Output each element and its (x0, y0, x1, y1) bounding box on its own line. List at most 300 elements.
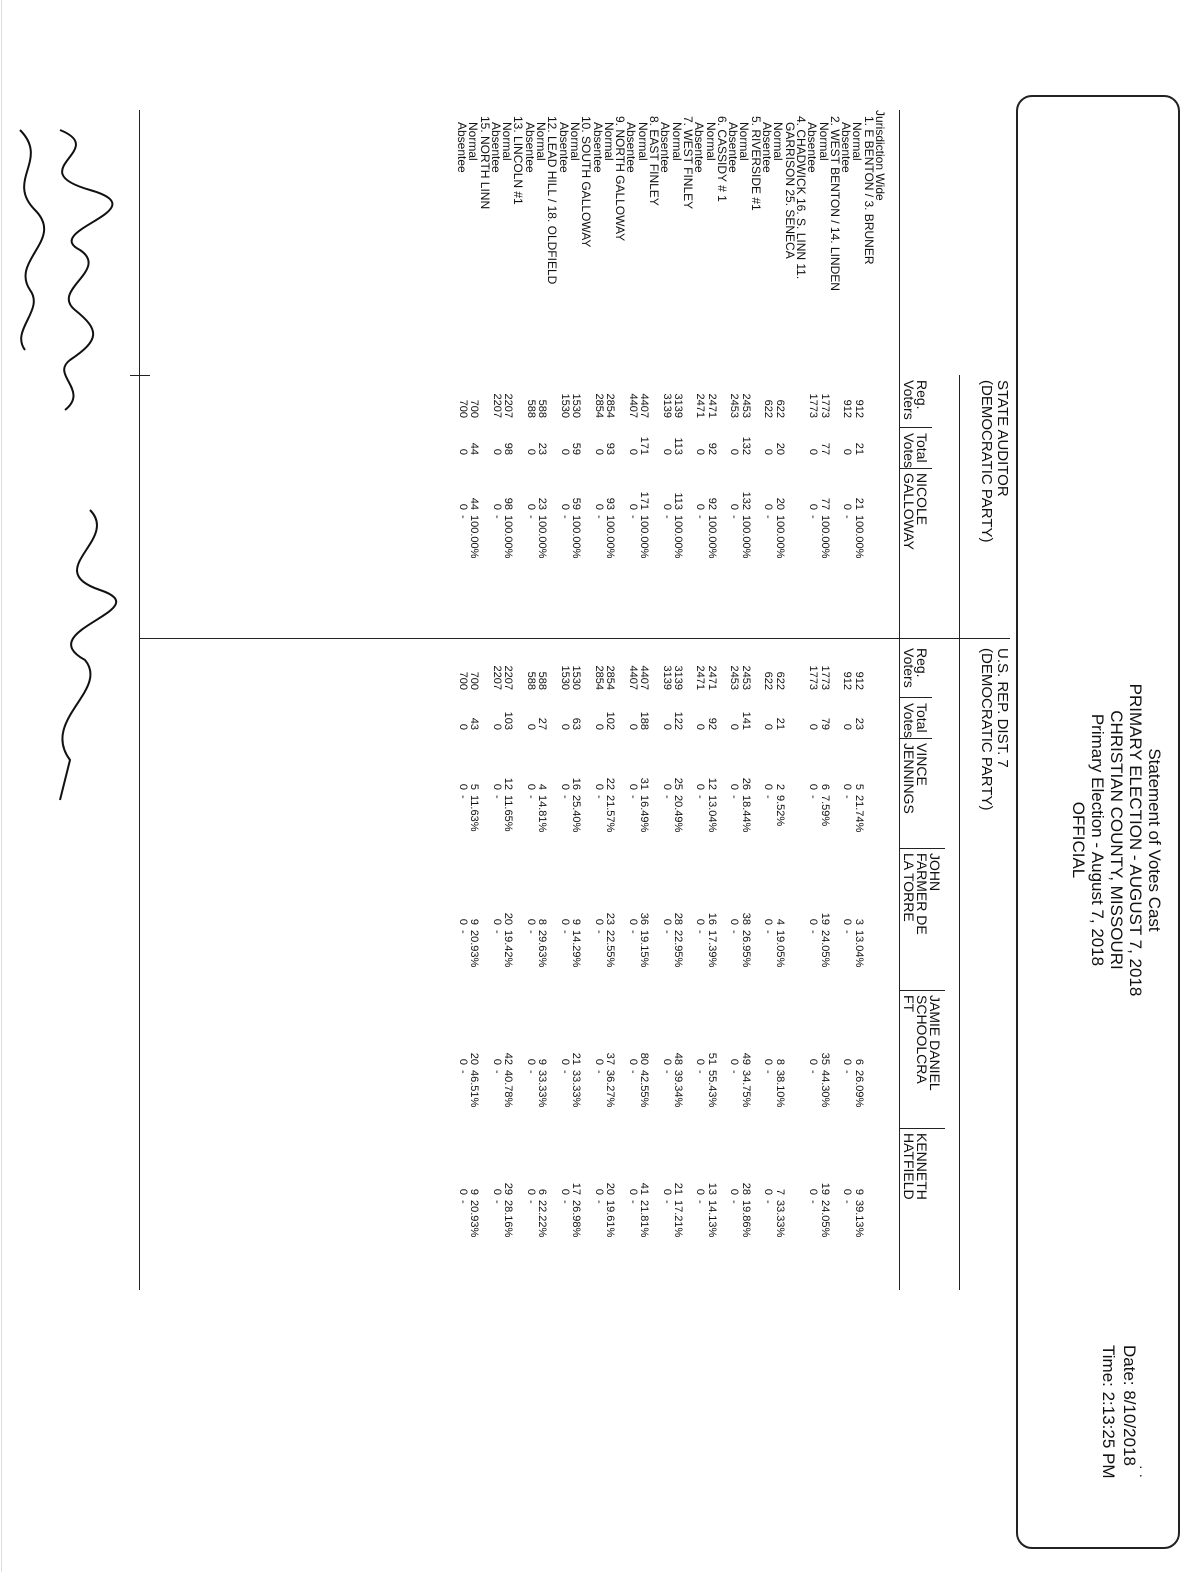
candidate-percent-cell: 19.05% (773, 930, 786, 968)
candidate-percent-cell: - (592, 1200, 605, 1204)
reg-voters-cell: 4407 (626, 665, 639, 690)
candidate-votes-cell: 92 (705, 497, 718, 510)
candidate-percent-cell: 18.44% (739, 795, 752, 833)
candidate-percent-cell: - (491, 515, 504, 519)
candidate-votes-cell: 20 (502, 912, 515, 925)
reg-voters-header (902, 380, 928, 420)
reg-voters-cell: 2207 (491, 393, 504, 418)
reg-voters-cell: 1530 (558, 665, 571, 690)
candidate-percent-cell: 29.63% (536, 930, 549, 968)
row-type-label: Absentee (522, 122, 537, 173)
candidate-votes-cell: 22 (604, 777, 617, 790)
candidate-percent-cell: - (457, 795, 470, 799)
candidate-votes-cell: 41 (638, 1182, 650, 1195)
total-votes-cell: 0 (457, 448, 470, 455)
candidate-votes-cell: 0 (491, 1058, 504, 1065)
reg-voters-cell: 3139 (660, 393, 673, 418)
row-type-label: Normal (771, 122, 786, 161)
label: GALLOWAY (901, 473, 917, 551)
candidate-percent-cell: - (728, 795, 741, 799)
candidate-votes-cell: 0 (762, 918, 775, 925)
candidate-percent-cell: 28.16% (502, 1200, 515, 1238)
reg-voters-cell: 912 (841, 399, 854, 418)
total-votes-cell: 132 (739, 436, 752, 455)
candidate-percent-cell: - (491, 930, 504, 934)
candidate-percent-cell: 100.00% (852, 515, 865, 559)
candidate-votes-cell: 48 (671, 1052, 684, 1065)
total-votes-cell: 0 (841, 723, 854, 730)
candidate-percent-cell: 100.00% (739, 515, 752, 559)
candidate-votes-cell: 28 (671, 912, 684, 925)
reg-voters-cell: 912 (852, 671, 865, 690)
total-votes-cell: 98 (502, 442, 515, 455)
total-votes-cell: 59 (570, 442, 583, 455)
total-votes-cell: 79 (818, 717, 831, 730)
jurisdiction-name: 15. NORTH LINN (477, 116, 492, 210)
candidate-votes-cell: 0 (694, 918, 707, 925)
total-votes-cell: 0 (592, 723, 605, 730)
candidate-percent-cell: 26.98% (570, 1200, 583, 1238)
candidate-percent-cell: 19.15% (638, 930, 650, 968)
candidate-votes-cell: 9 (852, 1188, 865, 1195)
candidate-votes-cell: 21 (671, 1182, 684, 1195)
candidate-percent-cell: 100.00% (818, 515, 831, 559)
candidate-percent-cell: - (525, 515, 537, 519)
candidate-votes-cell: 132 (739, 491, 752, 510)
candidate-votes-cell: 19 (818, 1182, 831, 1195)
candidate-votes-cell: 51 (705, 1052, 718, 1065)
candidate-percent-cell: 19.42% (502, 930, 515, 968)
reg-voters-cell: 912 (852, 399, 865, 418)
reg-voters-cell: 912 (841, 671, 854, 690)
signature-1 (60, 130, 112, 410)
race-title-line: U.S. REP. DIST. 7 (994, 648, 1011, 768)
candidate-percent-cell: 100.00% (570, 515, 583, 559)
total-votes-cell: 122 (671, 711, 684, 730)
label: Voters (901, 648, 917, 688)
candidate-votes-cell: 0 (728, 918, 741, 925)
candidate-votes-cell: 0 (457, 1188, 470, 1195)
candidate-votes-cell: 0 (626, 503, 639, 510)
jurisdiction-name: 4. CHADWICK 16. S. LINN 11. (793, 116, 808, 280)
total-votes-cell: 0 (728, 448, 741, 455)
row-type-label: Normal (635, 122, 650, 161)
candidate-percent-cell: - (694, 930, 707, 934)
jurisdiction-name: 10. SOUTH GALLOWAY (579, 116, 594, 248)
header-rule (899, 110, 900, 1290)
candidate-votes-cell: 0 (660, 1188, 673, 1195)
candidate-votes-cell: 80 (638, 1052, 650, 1065)
total-votes-cell: 113 (671, 437, 684, 455)
row-type-label: Absentee (805, 122, 820, 173)
reg-voters-cell: 2854 (592, 665, 605, 690)
race-title-line: (DEMOCRATIC PARTY) (978, 648, 995, 811)
candidate-votes-cell: 0 (660, 1058, 673, 1065)
candidate-votes-cell: 0 (525, 1188, 537, 1195)
candidate-percent-cell: 9.52% (773, 795, 786, 827)
candidate-votes-cell: 2 (773, 783, 786, 790)
total-votes-cell: 0 (558, 723, 571, 730)
reg-voters-cell: 2854 (592, 393, 605, 418)
row-type-label: Absentee (760, 122, 775, 173)
label: Total (914, 703, 930, 733)
reg-voters-cell: 1773 (818, 393, 831, 418)
total-votes-header (902, 433, 928, 468)
candidate-percent-cell: - (525, 930, 537, 934)
candidate-percent-cell: 7.59% (818, 795, 831, 827)
candidate-votes-cell: 0 (807, 1188, 820, 1195)
candidate-percent-cell: 33.33% (773, 1200, 786, 1238)
candidate-votes-cell: 0 (841, 503, 854, 510)
race-title-us-rep (978, 648, 1010, 811)
jurisdiction-name: GARRISON 25. SENECA (782, 122, 797, 259)
candidate-percent-cell: 100.00% (536, 515, 549, 559)
candidate-votes-cell: 0 (841, 1058, 854, 1065)
total-votes-cell: 0 (491, 448, 504, 455)
candidate-percent-cell: 42.55% (638, 1070, 650, 1108)
candidate-votes-cell: 0 (592, 1058, 605, 1065)
candidate-votes-cell: 5 (852, 783, 865, 790)
candidate-votes-cell: 28 (739, 1182, 752, 1195)
total-votes-cell: 44 (468, 442, 481, 455)
candidate-header (902, 995, 941, 1091)
total-votes-cell: 0 (841, 448, 854, 455)
row-type-label: Normal (703, 122, 718, 161)
total-votes-cell: 0 (626, 723, 639, 730)
total-votes-cell: 77 (818, 442, 831, 455)
candidate-votes-cell: 0 (660, 918, 673, 925)
race-title-state-auditor (978, 380, 1010, 543)
candidate-percent-cell: - (807, 515, 820, 519)
candidate-votes-cell: 0 (762, 1058, 775, 1065)
candidate-votes-cell: 16 (570, 777, 583, 790)
candidate-votes-cell: 0 (762, 1188, 775, 1195)
total-votes-cell: 0 (728, 723, 741, 730)
candidate-percent-cell: 100.00% (468, 515, 481, 559)
candidate-percent-cell: 21.74% (852, 795, 865, 833)
candidate-percent-cell: - (558, 515, 571, 519)
reg-voters-cell: 700 (457, 671, 470, 690)
reg-voters-cell: 2207 (491, 665, 504, 690)
candidate-votes-cell: 13 (705, 1182, 718, 1195)
title-line: PRIMARY ELECTION - AUGUST 7, 2018 (1126, 683, 1145, 997)
total-votes-cell: 0 (457, 723, 470, 730)
title-line: Primary Election - August 7, 2018 (1088, 713, 1107, 967)
row-type-label: Normal (816, 122, 831, 161)
candidate-percent-cell: 22.55% (604, 930, 617, 968)
candidate-votes-cell: 4 (773, 918, 786, 925)
candidate-votes-cell: 35 (818, 1052, 831, 1065)
candidate-percent-cell: - (525, 1070, 537, 1074)
column-rule (130, 375, 150, 376)
candidate-votes-cell: 0 (525, 918, 537, 925)
candidate-percent-cell: 38.10% (773, 1070, 786, 1108)
candidate-votes-cell: 20 (773, 497, 786, 510)
candidate-percent-cell: - (457, 515, 470, 519)
jurisdiction-name: 6. CASSIDY # 1 (714, 116, 729, 202)
row-type-label: Absentee (488, 122, 503, 173)
signature-2 (20, 130, 44, 350)
jurisdiction-name: 5. RIVERSIDE #1 (748, 116, 763, 211)
total-votes-cell: 21 (852, 442, 865, 455)
reg-voters-cell: 1773 (818, 665, 831, 690)
reg-voters-cell: 3139 (671, 665, 684, 690)
candidate-votes-cell: 113 (671, 492, 684, 510)
label: NICOLE (914, 473, 930, 526)
candidate-percent-cell: 24.05% (818, 1200, 831, 1238)
candidate-votes-cell: 16 (705, 912, 718, 925)
reg-voters-cell: 1530 (558, 393, 571, 418)
column-rule (900, 697, 932, 698)
candidate-percent-cell: - (525, 1200, 537, 1204)
total-votes-cell: 92 (705, 717, 718, 730)
label: KENNETH (914, 1133, 930, 1200)
candidate-votes-cell: 0 (841, 918, 854, 925)
candidate-votes-cell: 0 (728, 503, 741, 510)
label: SCHOOLCRA (914, 995, 930, 1084)
candidate-votes-cell: 0 (592, 1188, 605, 1195)
date-time (1098, 1345, 1140, 1479)
candidate-votes-cell: 12 (705, 777, 718, 790)
candidate-votes-cell: 0 (457, 918, 470, 925)
candidate-percent-cell: - (762, 1200, 775, 1204)
race-title-line: STATE AUDITOR (994, 380, 1011, 497)
candidate-votes-cell: 20 (604, 1182, 617, 1195)
label: HATFIELD (901, 1133, 917, 1200)
candidate-votes-cell: 9 (536, 1058, 549, 1065)
reg-voters-cell: 700 (468, 671, 481, 690)
reg-voters-cell: 2453 (728, 393, 741, 418)
row-type-label: Absentee (590, 122, 605, 173)
total-votes-cell: 171 (638, 436, 650, 455)
candidate-votes-cell: 0 (558, 1188, 571, 1195)
candidate-votes-cell: 0 (558, 1058, 571, 1065)
candidate-percent-cell: - (841, 795, 854, 799)
reg-voters-cell: 2471 (705, 665, 718, 690)
candidate-percent-cell: 39.34% (671, 1070, 684, 1108)
candidate-header (902, 853, 941, 935)
candidate-header (902, 1133, 928, 1200)
row-type-label: Normal (669, 122, 684, 161)
total-votes-cell: 23 (536, 442, 549, 455)
candidate-votes-cell: 23 (604, 912, 617, 925)
reg-voters-cell: 1530 (570, 393, 583, 418)
candidate-header (902, 743, 928, 814)
candidate-votes-cell: 0 (660, 783, 673, 790)
total-votes-cell: 103 (502, 711, 515, 730)
total-votes-cell: 21 (773, 717, 786, 730)
title-line: OFFICIAL (1069, 801, 1088, 879)
label: VINCE (914, 743, 930, 786)
candidate-percent-cell: 36.27% (604, 1070, 617, 1108)
race-divider (140, 638, 1010, 639)
reg-voters-cell: 700 (457, 399, 470, 418)
reg-voters-cell: 1773 (807, 393, 820, 418)
row-type-label: Normal (534, 122, 549, 161)
candidate-votes-cell: 0 (457, 783, 470, 790)
candidate-percent-cell: - (694, 1200, 707, 1204)
candidate-votes-cell: 0 (491, 918, 504, 925)
candidate-percent-cell: - (660, 1200, 673, 1204)
candidate-votes-cell: 26 (739, 777, 752, 790)
candidate-percent-cell: - (841, 1200, 854, 1204)
candidate-votes-cell: 0 (807, 503, 820, 510)
column-rule (900, 848, 945, 849)
candidate-percent-cell: 100.00% (638, 515, 650, 559)
total-votes-cell: 0 (491, 723, 504, 730)
total-votes-cell: 0 (525, 723, 537, 730)
candidate-percent-cell: 25.40% (570, 795, 583, 833)
candidate-votes-cell: 8 (536, 918, 549, 925)
candidate-percent-cell: - (841, 1070, 854, 1074)
candidate-votes-cell: 0 (728, 783, 741, 790)
row-type-label: Normal (567, 122, 582, 161)
candidate-percent-cell: 20.93% (468, 930, 481, 968)
candidate-votes-cell: 9 (570, 918, 583, 925)
row-type-label: Normal (601, 122, 616, 161)
candidate-percent-cell: - (457, 1200, 470, 1204)
candidate-votes-cell: 93 (604, 497, 617, 510)
candidate-votes-cell: 0 (592, 918, 605, 925)
candidate-percent-cell: - (525, 795, 537, 799)
candidate-percent-cell: - (626, 1070, 639, 1074)
reg-voters-cell: 2471 (705, 393, 718, 418)
race-rule (959, 375, 960, 1290)
reg-voters-cell: 622 (762, 671, 775, 690)
candidate-votes-cell: 0 (626, 1188, 639, 1195)
reg-voters-cell: 2207 (502, 393, 515, 418)
candidate-percent-cell: 19.61% (604, 1200, 617, 1238)
candidate-votes-cell: 44 (468, 497, 481, 510)
candidate-votes-cell: 0 (841, 783, 854, 790)
candidate-percent-cell: 26.09% (852, 1070, 865, 1108)
reg-voters-cell: 4407 (626, 393, 639, 418)
candidate-percent-cell: - (728, 515, 741, 519)
candidate-votes-cell: 36 (638, 912, 650, 925)
candidate-percent-cell: - (626, 930, 639, 934)
total-votes-cell: 63 (570, 717, 583, 730)
candidate-percent-cell: 14.81% (536, 795, 549, 833)
total-votes-cell: 0 (807, 723, 820, 730)
candidate-votes-cell: 0 (558, 783, 571, 790)
jurisdiction-name: 8. EAST FINLEY (647, 116, 662, 206)
label: Votes (901, 433, 917, 469)
candidate-percent-cell: - (807, 1200, 820, 1204)
candidate-percent-cell: - (626, 1200, 639, 1204)
candidate-percent-cell: - (592, 515, 605, 519)
candidate-percent-cell: - (491, 795, 504, 799)
reg-voters-cell: 2854 (604, 393, 617, 418)
title-line: Statement of Votes Cast (1145, 748, 1164, 932)
candidate-votes-cell: 6 (818, 783, 831, 790)
candidate-votes-cell: 171 (638, 491, 650, 510)
reg-voters-cell: 2207 (502, 665, 515, 690)
reg-voters-cell: 2854 (604, 665, 617, 690)
label: FT (901, 995, 917, 1013)
candidate-percent-cell: - (592, 1070, 605, 1074)
row-type-label: Normal (466, 122, 481, 161)
label: JOHN (927, 853, 943, 892)
jurisdiction-column (456, 110, 885, 291)
candidate-percent-cell: 11.63% (468, 795, 481, 832)
candidate-votes-cell: 0 (525, 1058, 537, 1065)
candidate-votes-cell: 0 (762, 503, 775, 510)
candidate-votes-cell: 0 (491, 783, 504, 790)
candidate-percent-cell: 26.95% (739, 930, 752, 968)
candidate-votes-cell: 37 (604, 1052, 617, 1065)
candidate-votes-cell: 0 (807, 918, 820, 925)
candidate-percent-cell: 33.33% (570, 1070, 583, 1108)
jurisdiction-name: 2. WEST BENTON / 14. LINDEN (827, 116, 842, 291)
candidate-percent-cell: - (762, 1070, 775, 1074)
candidate-percent-cell: 100.00% (773, 515, 786, 559)
candidate-percent-cell: - (694, 795, 707, 799)
total-votes-cell: 27 (536, 717, 549, 730)
total-votes-header (902, 703, 928, 738)
candidate-percent-cell: - (694, 1070, 707, 1074)
jurisdiction-name: 7. WEST FINLEY (680, 116, 695, 210)
candidate-percent-cell: 100.00% (705, 515, 718, 559)
label: Voters (901, 380, 917, 420)
total-votes-cell: 0 (694, 723, 707, 730)
candidate-votes-cell: 98 (502, 497, 515, 510)
candidate-votes-cell: 77 (818, 497, 831, 510)
row-type-label: Normal (500, 122, 515, 161)
candidate-votes-cell: 0 (660, 503, 673, 510)
candidate-votes-cell: 12 (502, 777, 515, 790)
total-votes-cell: 0 (762, 448, 775, 455)
total-votes-cell: 0 (525, 448, 537, 455)
reg-voters-cell: 622 (773, 671, 786, 690)
candidate-votes-cell: 0 (841, 1188, 854, 1195)
reg-voters-cell: 2453 (739, 393, 752, 418)
candidate-percent-cell: 19.86% (739, 1200, 752, 1238)
total-votes-cell: 102 (604, 711, 617, 730)
candidate-percent-cell: 44.30% (818, 1070, 831, 1108)
candidate-votes-cell: 0 (807, 783, 820, 790)
reg-voters-cell: 1530 (570, 665, 583, 690)
row-type-label: Absentee (692, 122, 707, 173)
reg-voters-cell: 2453 (739, 665, 752, 690)
candidate-percent-cell: - (491, 1070, 504, 1074)
label: Total (914, 433, 930, 463)
candidate-votes-cell: 20 (468, 1052, 481, 1065)
candidate-votes-cell: 3 (852, 918, 865, 925)
candidate-percent-cell: 11.65% (502, 795, 515, 832)
candidate-percent-cell: - (592, 930, 605, 934)
candidate-percent-cell: 40.78% (502, 1070, 515, 1108)
candidate-votes-cell: 42 (502, 1052, 515, 1065)
candidate-percent-cell: 14.13% (705, 1200, 718, 1238)
row-type-label: Normal (850, 122, 865, 161)
reg-voters-cell: 4407 (638, 665, 650, 690)
candidate-percent-cell: - (807, 930, 820, 934)
candidate-percent-cell: 22.95% (671, 930, 684, 968)
candidate-votes-cell: 6 (536, 1188, 549, 1195)
candidate-votes-cell: 7 (773, 1188, 786, 1195)
candidate-votes-cell: 5 (468, 783, 481, 790)
candidate-percent-cell: - (841, 930, 854, 934)
candidate-percent-cell: 34.75% (739, 1070, 752, 1108)
label: Reg. (914, 380, 930, 410)
candidate-votes-cell: 38 (739, 912, 752, 925)
candidate-votes-cell: 9 (468, 918, 481, 925)
total-votes-cell: 23 (852, 717, 865, 730)
candidate-percent-cell: 100.00% (502, 515, 515, 559)
column-rule (900, 468, 932, 469)
reg-voters-cell: 588 (525, 399, 537, 418)
reg-voters-cell: 2471 (694, 665, 707, 690)
